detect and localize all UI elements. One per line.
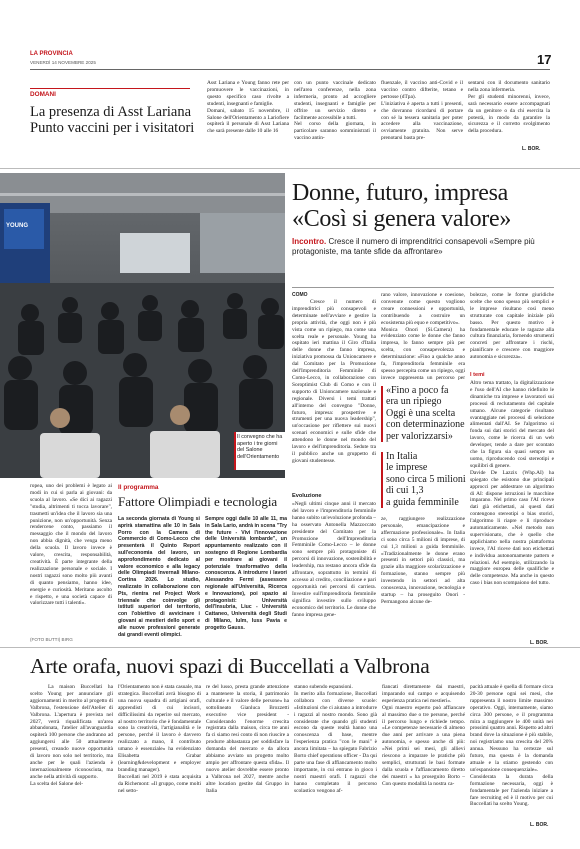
article1-col4: sentarsi con il documento sanitario nella zona infermeria. Per gli studenti minorenni, invece, sarà necessario essere accompagnati da un genitore o da chi esercita la potestà, in modo da garantire la sicurezza e il corretto svolgimento della procedura. xyxy=(468,80,550,135)
programma-kicker: Il programma xyxy=(118,484,159,491)
article1-col2: con un punto vaccinale dedicato nell'area conferenze, nella zona infermeria, pronto ad accogliere studenti, insegnanti e famiglie per offrire un servizio diretto e facilmente accessibile a tutti. Nel corso della giornata, in particolare saranno somministrati il vaccino antin- xyxy=(294,80,376,142)
quote-rule xyxy=(381,386,383,442)
article2-temi-head: I temi xyxy=(470,372,485,378)
article2-col1b: «Negli ultimi cinque anni il mercato del lavoro e l'imprenditoria femminile hanno subìto un'evoluzione profonda – ha osservato Antonella Mazzoccato presidente del Comitato per la Promozione dell'Imprenditoria Femminile Como-Lecco – le donne sono sempre più protagoniste di percorsi di innovazione, sostenibilità e leadership, ma restano ancora sfide da affrontare, soprattutto in termini di accesso al credito, conciliazione e pari opportunità nei percorsi di carriera. Investire sull'imprenditoria femminile significa investire sullo sviluppo economico del territorio. Le donne che fanno impresa gene- xyxy=(292,501,376,618)
article1-col1: Asst Lariana e Young fanno rete per promuovere le vaccinazioni, in questo specifico caso rivolte a studenti, insegnanti e famiglie. Domani, sabato 15 novembre, il Salone dell'Orientamento a Lariofiere ospiterà il personale di Asst Lariana che sarà presente dalle 10 alle 16 xyxy=(207,80,289,135)
screen-logo: YOUNG xyxy=(6,223,29,229)
intro-credit: (FOTO BUTTI) BIRG xyxy=(30,637,73,642)
article3-title: Arte orafa, nuovi spazi di Buccellati a Valbrona xyxy=(30,654,430,678)
article2-col2b: ze, raggiungere realizzazione personale, emancipazione e affermazione professionale». In Italia ci sono circa 5 milioni di imprese, di cui 1,3 milioni a guida femminile. «Tradizionalmente le donne erano presenti in settori più classici, ma grazie alla maggiore scolarizzazione e formazione, stanno sempre più investendo in settori ad alta conoscenza, innovazione, tecnologia e startup – ha proseguito Onori - Permangono alcune de- xyxy=(381,516,465,605)
masthead: LA PROVINCIA xyxy=(30,51,73,57)
intro-continuation: ropea, uno dei problemi è legato ai modi in cui si parla ai giovani: da scuola al lavoro. «Se dici ai ragazzi "studia, altrimenti ti tocca lavorare", trasmetti un'idea che il lavoro sia una punizione, non un'opportunità. Senza rendercene conto, passiamo il messaggio che il mondo del lavoro non abbia dignità, che venga meno della scuola. Il lavoro invece è valore, crescita, responsabilità, creatività. È parte integrante della realizzazione personale e sociale. I nostri ragazzi sono molto più avanti di quanto pensiamo, hanno idee, energie e curiosità. Meritano ascolto e rispetto, e una società capace di valorizzare tutti i talenti». xyxy=(30,483,112,607)
article2-quote: «Fino a poco fa era un ripiego Oggi è una scelta con determinazione per valorizzarsi» xyxy=(386,385,465,442)
article3-col3: re del lusso, presta grande attenzione a mantenere la storia, il patrimonio culturale e il valore delle persone» ha sottolineato Gianluca Brozzetti executive vice president - Considerando l'enorme crescita registrata dalla maison, circa tre anni fa ci siamo resi conto di non riuscire a produrre abbastanza per soddisfare la domanda del mercato e da allora abbiamo avviato un progetto molto ampio per affrontare questa sfida». Il nuovo atelier dovrebbe essere pronto a Valbrona nel 2027, mentre anche altre location gestite dal Gruppo in Italia xyxy=(206,684,289,794)
article3-col1: La maison Buccellati ha scelto Young per annunciare gli aggiornamenti in merito al progetto di Valbrona, l'estensione dell'Atelier di Valbrona. L'apertura è prevista nel 2027, verrà riqualificata un'area abbandonata, l'atelier all'avanguardia ospiterà 100 persone che andranno ad aggiungersi alle 50 attualmente presenti, creando nuove opportunità di lavoro non solo nel territorio, ma anche per le quali l'azienda è internazionalmente riconosciuta, ma anche nella attività di supporto. La scelta del Salone del- xyxy=(30,684,113,787)
article3-signature: L. BOR. xyxy=(530,822,549,828)
article1-title: La presenza di Asst Lariana Punto vaccini per i visitatori xyxy=(30,104,195,136)
header-rule xyxy=(30,69,550,70)
article2-lead: Incontro. Cresce il numero di imprenditrici consapevoli «Sempre più protagoniste, ma tante sfide da affrontare» xyxy=(292,237,535,256)
article3-col5: fiancati direttamente dai maestri, imparando sul campo e acquisendo esperienza pratica nei mestieri». Ogni maestro esperto può affiancare al massimo due o tre persone, perché il percorso lungo e richiede tempo. «Le competenze necessarie di almeno due anni per arrivare a una piena autonomia, e spesso anche di più: «Nei primi sei mesi, gli allievi riescono a imparare le pratiche più semplici, strutturati le basi formate dalla scuola e l'affiancamento diretto dei maestri » ha proseguito Borto – Con questo modalità la nostra ca- xyxy=(382,684,465,787)
bottom-section-rule xyxy=(0,647,580,648)
article2-col3: bolezze, come le forme giuridiche scelte che sono spesso più semplici e le imprese risultano così meno strutturate con capitale iniziale più basso. Per questo motivo è fondamentale educare le ragazze alla cultura finanziaria, fornendo strumenti concreti per affrontare i rischi, pianificare e crescere con maggiore autonomia e sicurezza». xyxy=(470,292,554,361)
article2-title: Donne, futuro, impresa «Così si genera valore» xyxy=(292,180,512,232)
article1-rule xyxy=(30,88,190,89)
article2-italia: In Italia le imprese sono circa 5 milioni di cui 1,3 a guida femminile xyxy=(386,451,466,508)
article3-col2: l'Orientamento non è stata casuale, ma strategica. Buccellati avrà bisogno di una nuova squadra di artigiani orafi, apprendisti di cui incisori, difficilissimi da reperire sul mercato, al nostro territorio che è fondamentale sono la creatività, l'artigianalità e le persone, perché il lavoro è davvero realizzato a mano, il contributo umano è essenziale» ha evidenziato Elisabetta Grabar (learning&development e employer branding manager). Buccellati nel 2019 è stata acquisita da Richemont: «Il gruppo, come molti nel setto- xyxy=(118,684,201,794)
programma-col2: Sempre oggi dalle 10 alle 11, ma in Sala Lario, andrà in scena "Try the future - Vivi l'innovazione delle Università lombarde", un appuntamento realizzato con il sostegno di Regione Lombardia per mostrare ai giovani il potenziale trasformativo della conoscenza. A introdurre i lavori Alessandro Fermi (assessore regionale all'Università, Ricerca e Innovazione), poi spazio ai protagonisti: Università dell'Insubria, Liuc - Università Cattaneo, Università degli Studi di Milano, Iulm, Iuss Pavia e progetto Gauss. xyxy=(205,516,287,631)
article1-signature: L. BOR. xyxy=(522,146,541,152)
italia-rule xyxy=(381,452,383,508)
section-rule xyxy=(0,168,580,169)
article3-col6: pacità attuale è quella di formare circa 20-30 persone ogni sei mesi, che rappresenta il nostro limite massimo operativo. Oggi, internamente, siamo circa 300 persone, e il programma mira a raggiungere le 400 unità nei prossimi quattro anni. Rispetto ad altri brand dove la situazione è più stabile, noi registriamo una crescita del 20% annua. Nessuno ha certezze sul futuro, ma questa è la domanda attuale e la stiamo gestendo con un'espansione consequenziale». Considerata la durata della formazione necessaria, oggi è fondamentale per l'azienda iniziare a fare recruiting ed è il motivo per cui Buccellati ha scelto Young. xyxy=(470,684,553,808)
article2-col1: Cresce il numero di imprenditrici più consapevoli e determinate nell'avviare e gestire la propria attività, che oggi non è più vista come un ripiego, ma come una scelta reale e personale. Young ha ospitato ieri mattina il Giro d'Italia delle donne che fanno impresa, iniziativa promossa da Unioncamere e dal Comitato per la Promozione dell'Imprenditoria Femminile di Como-Lecco, in collaborazione con Soroptimist Club di Como e con il supporto di Unioncamere nazionale e regionale. Diversi i temi trattati all'interno del convegno "Donne, futuro, impresa: prospettive e strumenti per una nuova leadership", un'occasione per riflettere sui nuovi scenari economici e sulle sfide che attendono le donne nel mondo del lavoro e dell'imprenditoria. Sedute tra il pubblico anche un gruppetto di giovani studentesse. xyxy=(292,299,376,464)
article1-kicker: DOMANI xyxy=(30,91,56,98)
article1-col3: fluenzale, il vaccino anti-Covid e il vaccino contro difterite, tetano e pertosse (dTpa). L'iniziativa è aperta a tutti i presenti, che dovranno ricordarsi di portare con sé la tessera sanitaria per poter accedere alla vaccinazione, ovviamente gratuita. Non serve prenotarsi basta pre- xyxy=(381,80,463,142)
issue-date: VENERDÌ 14 NOVEMBRE 2025 xyxy=(30,60,96,65)
article3-col4: stanno subendo espansioni. In merito alla formazione, Buccellati collabora con diverse scuole: «Istituzioni che ci aiutano a introdurre i ragazzi al nostro mondo. Sono già considerate che quando gli studenti escono da queste realtà hanno una conoscenza di base, mentre l'esperienza pratica "con le mani" è ancora limitata – ha spiegato Fabrizio Borto chief operations officer - Da qui parte una fase di affiancamento molto importante, in cui entrano in gioco i nostri maestri orafi. I ragazzi che hanno completato il percorso scolastico vengono af- xyxy=(294,684,377,794)
article2-signature: L. BOR. xyxy=(530,640,549,646)
article2-col2: rano valore, innovazione e coesione, convenute come questo vogliono creare connessioni e opportunità, contribuendo a costruire un ecosistema più equo e competitivo». Monica Onori (Si.Camera) ha evidenziato come le donne che fanno impresa, lo fanno sempre più per scelta, con consapevolezza e determinazione: «Fino a qualche anno fa, l'imprenditoria femminile era spesso percepita come un ripiego, oggi invece rappresenta un percorso per xyxy=(381,292,465,381)
photo-caption: Il convegno che ha aperto i tre giorni del Salone dell'Orientamento xyxy=(234,432,286,470)
programma-title: Fattore Olimpiadi e tecnologia xyxy=(118,494,278,509)
article2-byline: COMO xyxy=(292,292,308,298)
programma-col1: La seconda giornata di Young si aprirà stamattina alle 10 in Sala Porro con la Camera di Commercio di Como-Lecco che presenterà il Quinto Report sull'economia del lavoro, un approfondimento dedicato al valore economico e alla legacy delle Olimpiadi Invernali Milano-Cortina 2026. Lo studio, realizzato in collaborazione con Pts, rientra nel Project Work triennale che coinvolge gli istituti superiori del territorio, con l'obiettivo di avvicinare i giovani ai mestieri dello sport e alle nuove professioni generate dai grandi eventi olimpici. xyxy=(118,516,200,638)
page-number: 17 xyxy=(537,52,552,67)
article2-evoluzione-head: Evoluzione xyxy=(292,493,322,499)
article2-lead-rule xyxy=(292,287,554,288)
article2-col3b: Altro tema trattato, la digitalizzazione e l'uso dell'AI che hanno ridefinito le dinamiche tra imprese e lavoratori sui processi di reclutamento del capitale umano. Alcune categorie risultano svantaggiate nei processi di selezione alimentati dall'AI. Se l'algoritmo si fonda sui dati storici del mercato del lavoro, come le ricerca di un web developer, tende a dare per scontato che la figura sia quasi sempre un uomo, riproducendo così stereotipi e squilibri di genere. Davide De Lazzix (Whp.AI) ha spiegato che esistono due principali approcci per addestrare un algoritmo di AI: dispone istruzioni le macchine imparano. Nel primo caso l'AI riceve dati già etichettati, ai questi dati contengono stereotipi o bias storici, l'algoritmo li riapre e li riproduce automaticamente. «Nel metodo non supervisionato, che è quello che applichiamo nella nostra piattaforma invece, l'AI riceve dati non etichettati e individua autonomamente pattern e relazioni. Ad esempio, utilizzando la maggiore europea delle qualifiche e delle competenze. Ma anche in questo caso i bias non scompaiono del tutto. xyxy=(470,380,554,587)
